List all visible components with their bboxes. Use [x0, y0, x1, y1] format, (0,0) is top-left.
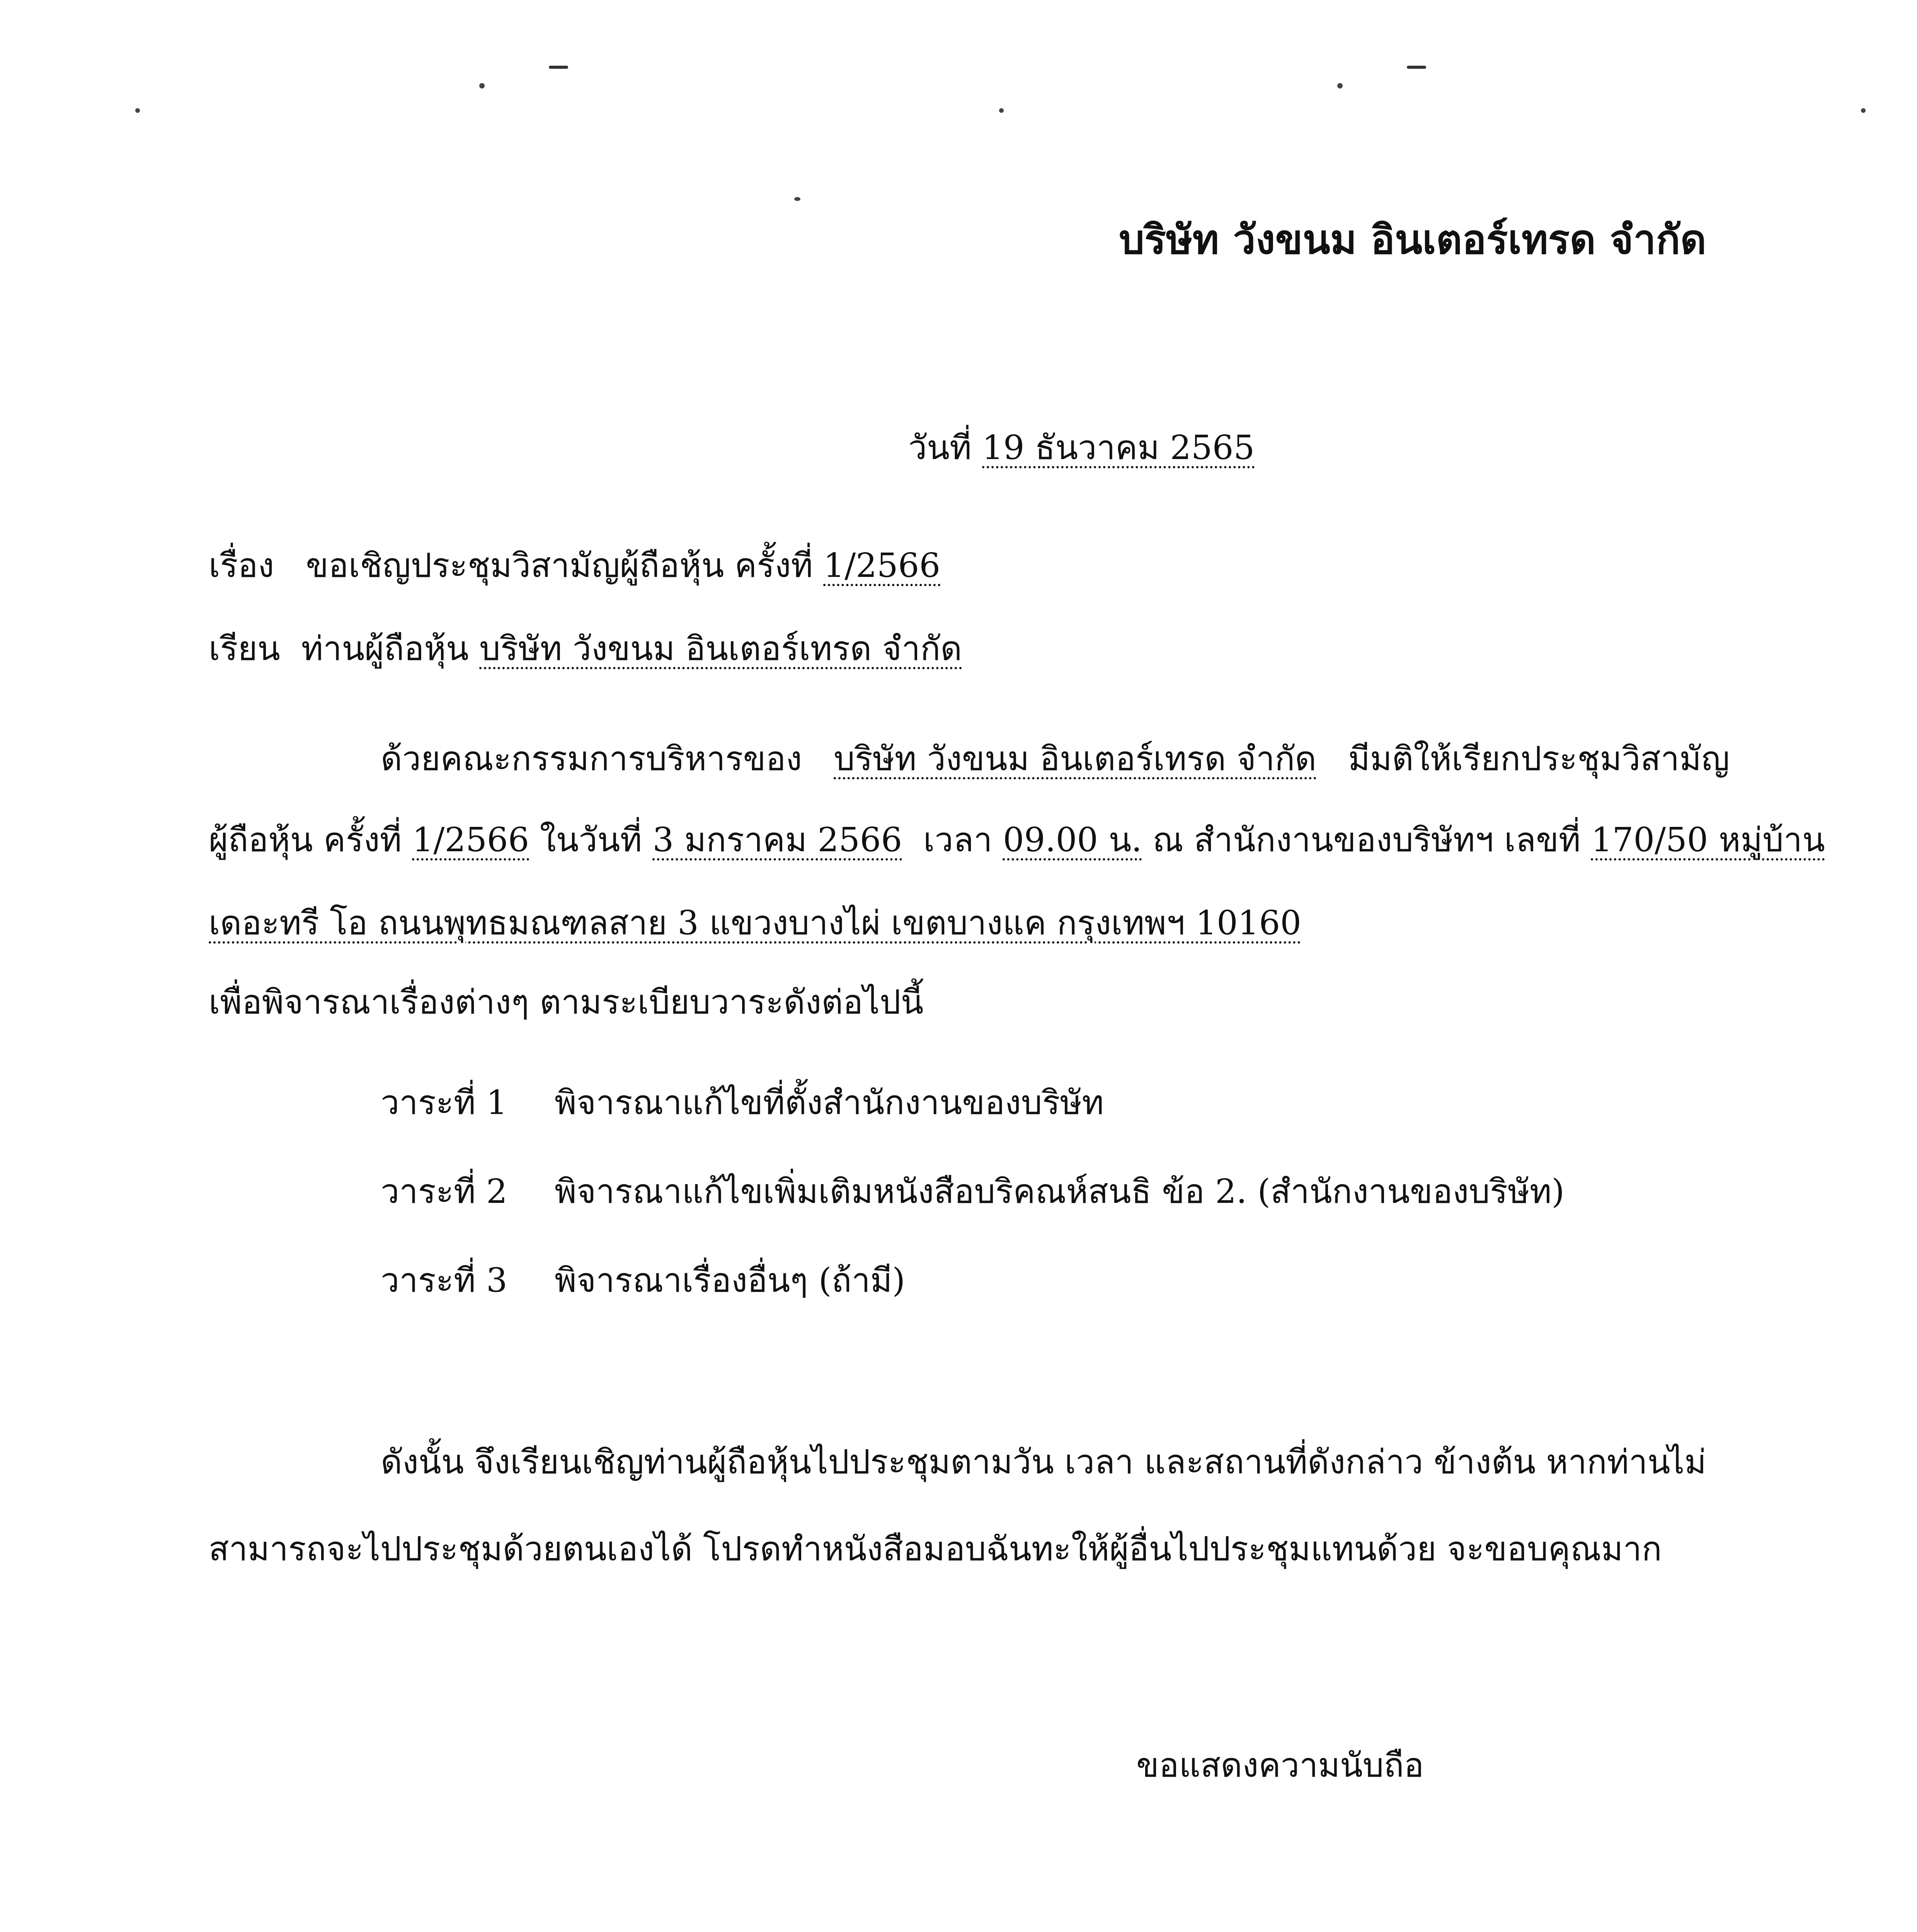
closing-line-1: ดังนั้น จึงเรียนเชิญท่านผู้ถือหุ้นไปประชุมตามวัน เวลา และสถานที่ดังกล่าว ข้างต้น หากท่าน — [381, 1443, 1670, 1481]
scan-speck — [794, 197, 800, 201]
scan-speck — [549, 66, 568, 69]
agenda-text: พิจารณาแก้ไขที่ตั้งสำนักงานของบริษัท — [555, 1083, 1104, 1122]
body-meeting-date: 3 มกราคม 2566 — [652, 821, 902, 859]
body-address-start: 170/50 หมู่บ้าน — [1591, 821, 1825, 859]
date-line — [908, 429, 1255, 467]
scan-speck — [999, 108, 1004, 113]
body-date-label: ในวันที่ — [540, 821, 642, 859]
body-address: เดอะทรี โอ ถนนพุทธมณฑลสาย 3 แขวงบางไผ่ เขตบางแค กรุงเทพฯ 10160 — [209, 904, 1301, 942]
body-company: บริษัท วังขนม อินเตอร์เทรด จำกัด — [834, 740, 1317, 778]
agenda-label: วาระที่ 1 — [381, 1083, 507, 1122]
body-location-label: ณ สำนักงานของบริษัทฯ เลขที่ — [1152, 821, 1581, 859]
recipient-text: ท่านผู้ถือหุ้น — [301, 629, 469, 668]
body-resolution: มีมติให้เรียกประชุมวิสามัญ — [1348, 740, 1730, 778]
body-meeting-number: 1/2566 — [412, 821, 529, 859]
closing-line-2: สามารถจะไปประชุมด้วยตนเองได้ โปรดทำหนังสือมอบฉันทะให้ผู้อื่นไปประชุมแทนด้วย จะขอบคุณมาก — [209, 1530, 1662, 1568]
subject-number: 1/2566 — [823, 546, 941, 585]
recipient-label: เรียน — [209, 629, 280, 668]
body-line-2 — [209, 821, 1825, 859]
scan-speck — [1337, 83, 1343, 88]
subject-label: เรื่อง — [209, 546, 274, 585]
company-name-header: บริษัท วังขนม อินเตอร์เทรด จำกัด — [1119, 216, 1706, 263]
date-prefix: วันที่ — [908, 429, 972, 467]
body-meeting-time: 09.00 น. — [1003, 821, 1142, 859]
agenda-label: วาระที่ 3 — [381, 1261, 507, 1300]
body-meeting-label: ผู้ถือหุ้น ครั้งที่ — [209, 821, 402, 859]
recipient-company: บริษัท วังขนม อินเตอร์เทรด จำกัด — [479, 629, 962, 668]
scan-speck — [1407, 66, 1426, 69]
closing-line-1-end: ไม่ — [1668, 1443, 1706, 1481]
recipient-line — [209, 630, 962, 668]
agenda-item — [381, 1084, 1104, 1122]
agenda-label: วาระที่ 2 — [381, 1172, 507, 1211]
date-value: 19 ธันวาคม 2565 — [982, 429, 1255, 467]
agenda-item — [381, 1262, 905, 1300]
scan-speck — [479, 83, 485, 88]
body-line-4: เพื่อพิจารณาเรื่องต่างๆ ตามระเบียบวาระดังต่อไปนี้ — [209, 983, 924, 1022]
scan-speck — [1861, 108, 1866, 113]
body-line-1 — [381, 740, 1730, 778]
body-line-3 — [209, 904, 1301, 942]
agenda-text: พิจารณาเรื่องอื่นๆ (ถ้ามี) — [555, 1261, 905, 1300]
agenda-text: พิจารณาแก้ไขเพิ่มเติมหนังสือบริคณห์สนธิ ข้อ 2. (สำนักงานของบริษัท) — [555, 1172, 1565, 1211]
agenda-item — [381, 1173, 1565, 1211]
body-intro: ด้วยคณะกรรมการบริหารของ — [381, 740, 802, 778]
body-time-label: เวลา — [923, 821, 993, 859]
subject-line — [209, 547, 940, 585]
scan-speck — [135, 108, 140, 113]
regards: ขอแสดงความนับถือ — [1136, 1746, 1424, 1785]
subject-text: ขอเชิญประชุมวิสามัญผู้ถือหุ้น ครั้งที่ — [306, 546, 813, 585]
